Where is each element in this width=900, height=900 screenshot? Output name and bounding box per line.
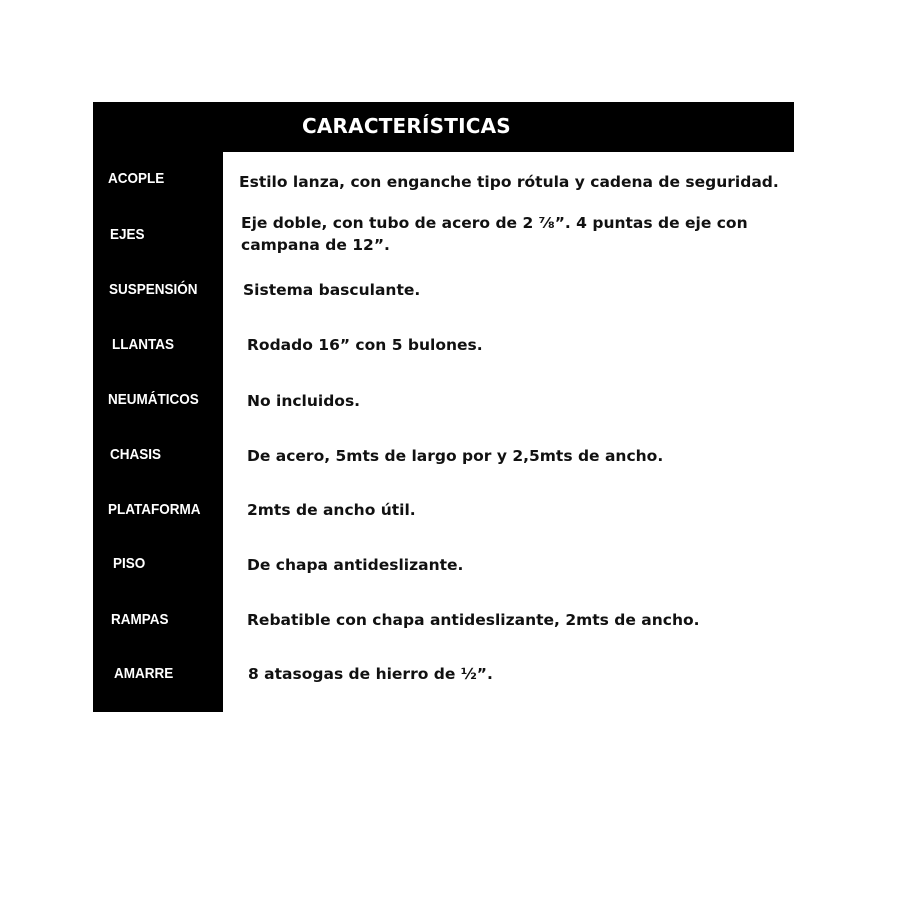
row-value-acople: Estilo lanza, con enganche tipo rótula y cadena de seguridad. <box>239 173 779 191</box>
row-value-rampas: Rebatible con chapa antideslizante, 2mts de ancho. <box>247 611 700 629</box>
row-value-amarre: 8 atasogas de hierro de ½”. <box>248 665 493 683</box>
row-value-plataforma: 2mts de ancho útil. <box>247 501 416 519</box>
row-value-ejes: Eje doble, con tubo de acero de 2 ⅞”. 4 puntas de eje con campana de 12”. <box>241 214 748 254</box>
row-value-chasis: De acero, 5mts de largo por y 2,5mts de ancho. <box>247 447 664 465</box>
row-label-ejes: EJES <box>110 226 145 243</box>
row-value-llantas: Rodado 16” con 5 bulones. <box>247 336 483 354</box>
row-value-neumaticos: No incluidos. <box>247 392 361 410</box>
table-title: CARACTERÍSTICAS <box>302 114 511 138</box>
row-label-rampas: RAMPAS <box>111 611 169 628</box>
table-header <box>93 102 794 152</box>
row-value-piso: De chapa antideslizante. <box>247 556 464 574</box>
row-label-neumaticos: NEUMÁTICOS <box>108 391 199 408</box>
row-label-piso: PISO <box>113 555 146 572</box>
row-label-suspension: SUSPENSIÓN <box>109 281 198 298</box>
row-label-plataforma: PLATAFORMA <box>108 501 201 518</box>
row-label-amarre: AMARRE <box>114 665 174 682</box>
row-label-chasis: CHASIS <box>110 446 162 463</box>
row-value-suspension: Sistema basculante. <box>243 281 421 299</box>
row-label-acople: ACOPLE <box>108 170 165 187</box>
row-label-llantas: LLANTAS <box>112 336 175 353</box>
